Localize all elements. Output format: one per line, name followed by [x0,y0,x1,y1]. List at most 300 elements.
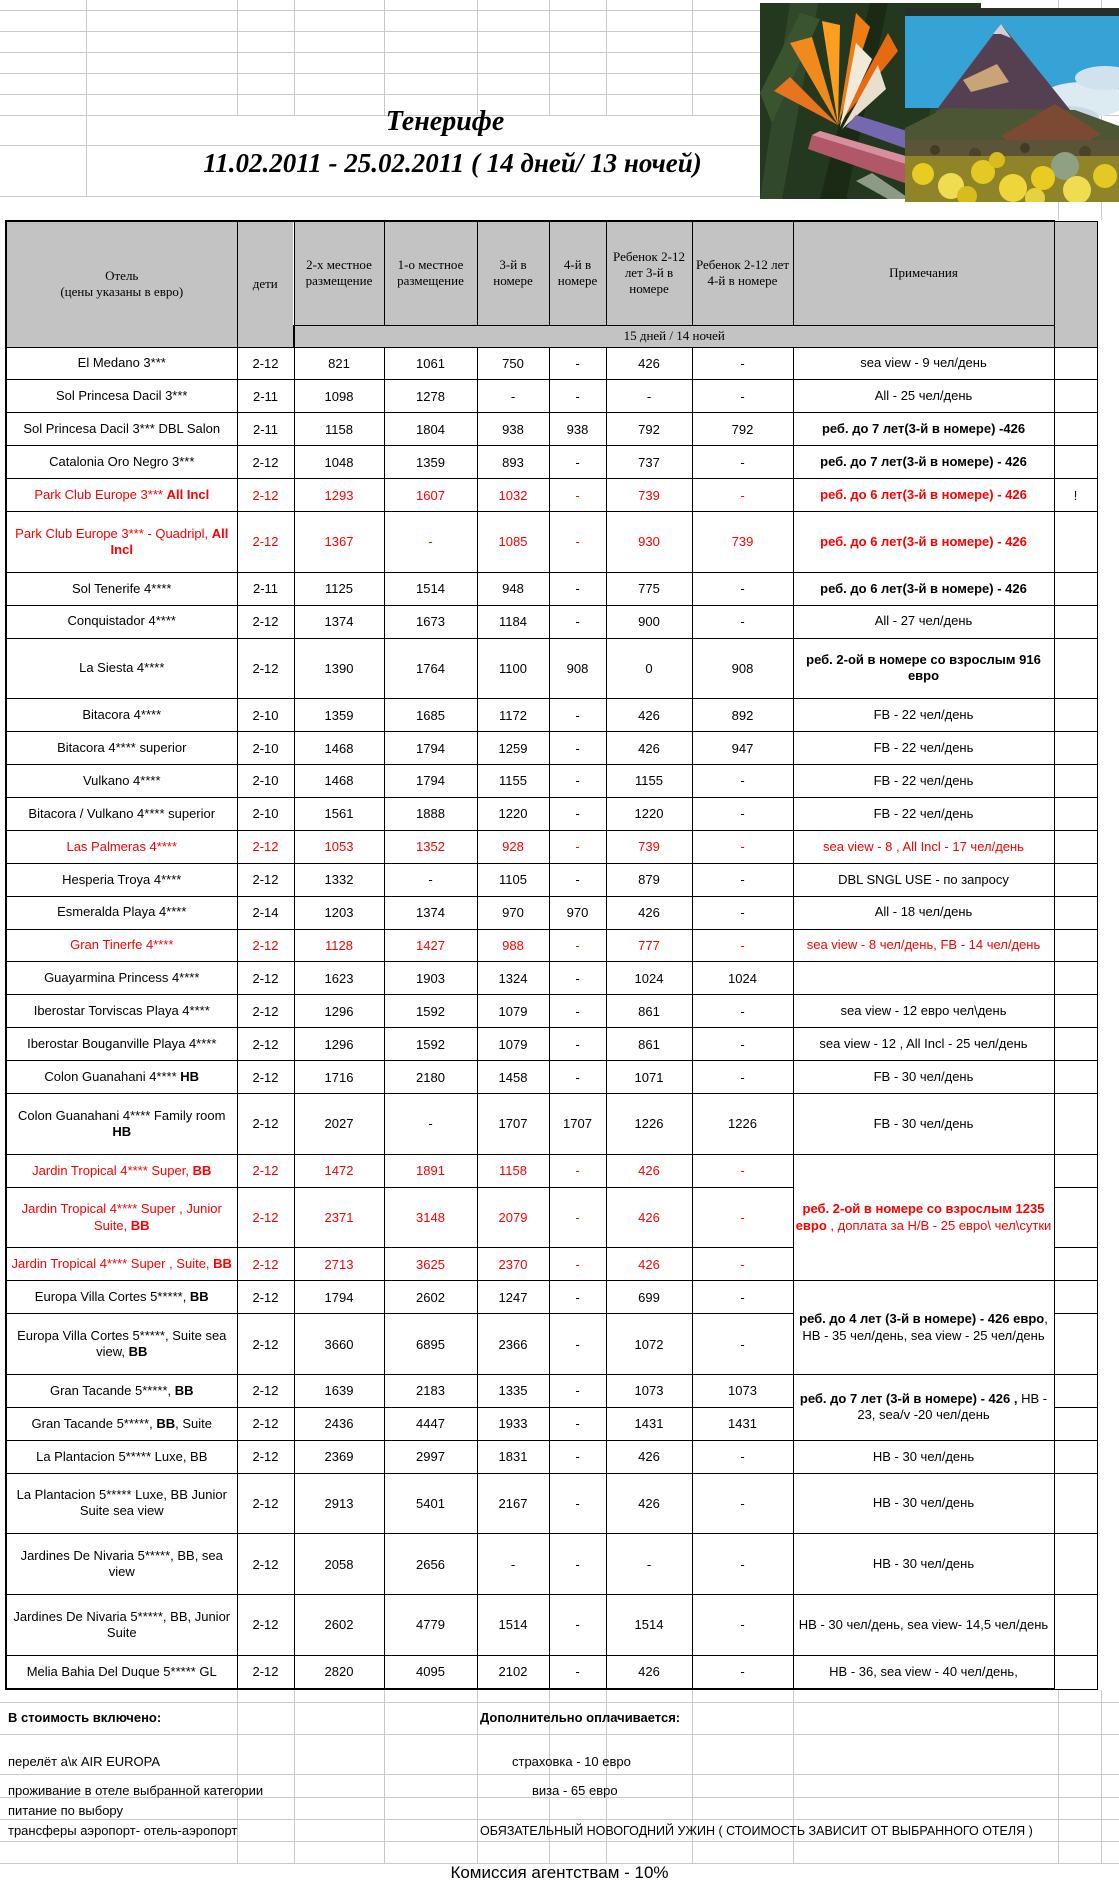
col-header-third: 3-й в номере [477,221,549,325]
children-age-cell: 2-12 [237,1154,294,1187]
price-cell: 1794 [384,732,477,765]
price-cell: 900 [606,605,692,638]
price-cell: 1561 [294,797,384,830]
paid-title: Дополнительно оплачивается: [480,1710,681,1725]
price-cell: 938 [549,413,606,446]
price-cell: 1335 [477,1374,549,1407]
price-cell: - [692,1281,793,1314]
price-cell: 3148 [384,1187,477,1248]
price-cell: 426 [606,1248,692,1281]
price-cell: 1831 [477,1440,549,1473]
col-header-fourth: 4-й в номере [549,221,606,325]
price-cell: - [549,1534,606,1595]
price-cell: - [549,1187,606,1248]
price-cell: - [692,929,793,962]
price-cell: 1079 [477,1028,549,1061]
price-cell: 1296 [294,1028,384,1061]
price-cell: 1071 [606,1061,692,1094]
margin-cell [1054,1594,1097,1655]
children-age-cell: 2-12 [237,1061,294,1094]
price-cell: 988 [477,929,549,962]
margin-cell [1054,732,1097,765]
hotel-row [6,1154,1097,1187]
price-table [5,220,1098,1690]
price-cell: - [549,1028,606,1061]
children-age-cell: 2-10 [237,765,294,798]
note-cell: HB - 30 чел/день [793,1440,1054,1473]
margin-cell [1054,830,1097,863]
hotel-row [6,765,1097,798]
hotel-name-cell: La Plantacion 5***** Luxe, BB [6,1440,237,1473]
price-cell: - [477,380,549,413]
note-cell: DBL SNGL USE - по запросу [793,863,1054,896]
hotel-row [6,380,1097,413]
hotel-row [6,1061,1097,1094]
price-cell: 1293 [294,479,384,512]
price-cell: - [692,380,793,413]
price-cell: - [549,732,606,765]
price-cell: 1623 [294,962,384,995]
hotel-row [6,995,1097,1028]
price-cell: 4095 [384,1655,477,1689]
price-cell: 1374 [384,896,477,929]
price-cell: 426 [606,1154,692,1187]
price-cell: 1514 [606,1594,692,1655]
price-cell: 3625 [384,1248,477,1281]
price-cell: 1032 [477,479,549,512]
margin-cell [1054,863,1097,896]
price-cell: 1607 [384,479,477,512]
price-cell: - [549,830,606,863]
children-age-cell: 2-11 [237,572,294,605]
price-cell: - [549,797,606,830]
price-cell: - [692,1655,793,1689]
hotel-row [6,1374,1097,1407]
price-cell: 2656 [384,1534,477,1595]
duration-sub-header: 15 дней / 14 ночей [294,325,1054,347]
mountain-photo [905,8,1119,202]
margin-cell [1054,1655,1097,1689]
hotel-name-cell: Sol Princesa Dacil 3*** [6,380,237,413]
price-cell: - [692,765,793,798]
price-cell: - [692,605,793,638]
price-cell: 1158 [294,413,384,446]
price-cell: - [692,1440,793,1473]
price-table-body [6,347,1097,1689]
price-cell: 1390 [294,638,384,699]
note-cell: реб. до 4 лет (3-й в номере) - 426 евро, HB - 35 чел/день, sea view - 25 чел/день [793,1281,1054,1375]
children-age-cell: 2-12 [237,830,294,863]
hotel-row [6,732,1097,765]
margin-column [1054,221,1097,347]
children-age-cell: 2-12 [237,479,294,512]
price-cell: 2102 [477,1655,549,1689]
note-cell: реб. до 6 лет(3-й в номере) - 426 [793,479,1054,512]
price-cell: - [692,479,793,512]
hotel-name-cell: Jardin Tropical 4**** Super , Junior Suite, BB [6,1187,237,1248]
hotel-row [6,1094,1097,1155]
price-cell: 1685 [384,699,477,732]
note-cell: реб. 2-ой в номере со взрослым 1235 евро , доплата за Н/В - 25 евро\ чел\сутки [793,1154,1054,1281]
children-age-cell: 2-12 [237,863,294,896]
hotel-row [6,929,1097,962]
margin-cell [1054,1248,1097,1281]
hotel-row [6,797,1097,830]
hotel-name-cell: Gran Tacande 5*****, BB [6,1374,237,1407]
note-cell: sea view - 9 чел/день [793,347,1054,380]
price-cell: 2371 [294,1187,384,1248]
price-cell: 1332 [294,863,384,896]
price-cell: - [549,347,606,380]
hotel-name-cell: Las Palmeras 4**** [6,830,237,863]
hotel-name-cell: Conquistador 4**** [6,605,237,638]
margin-cell [1054,605,1097,638]
price-cell: 2713 [294,1248,384,1281]
price-cell: 1804 [384,413,477,446]
price-cell: 426 [606,699,692,732]
price-cell: 1072 [606,1314,692,1375]
margin-cell [1054,512,1097,573]
margin-cell [1054,1374,1097,1407]
price-cell: 1226 [692,1094,793,1155]
hotel-row [6,572,1097,605]
price-cell: 1061 [384,347,477,380]
note-cell: FB - 22 чел/день [793,699,1054,732]
price-cell: 1105 [477,863,549,896]
price-cell: 861 [606,995,692,1028]
hotel-row [6,1473,1097,1534]
price-cell: 893 [477,446,549,479]
price-cell: 879 [606,863,692,896]
children-age-cell: 2-12 [237,995,294,1028]
price-cell: 2058 [294,1534,384,1595]
price-cell: 2027 [294,1094,384,1155]
children-age-cell: 2-12 [237,1281,294,1314]
price-cell: 2079 [477,1187,549,1248]
price-cell: 2366 [477,1314,549,1375]
margin-cell [1054,1281,1097,1314]
price-cell: 1324 [477,962,549,995]
margin-cell: ! [1054,479,1097,512]
price-cell: - [692,1061,793,1094]
note-cell: FB - 30 чел/день [793,1094,1054,1155]
price-cell: 1707 [477,1094,549,1155]
price-cell: - [549,699,606,732]
price-cell: 1247 [477,1281,549,1314]
margin-cell [1054,1028,1097,1061]
price-cell: 1458 [477,1061,549,1094]
price-cell: - [549,1248,606,1281]
hotel-row [6,1440,1097,1473]
price-cell: 1172 [477,699,549,732]
margin-cell [1054,1061,1097,1094]
margin-cell [1054,1440,1097,1473]
children-age-cell: 2-12 [237,605,294,638]
children-age-cell: 2-12 [237,347,294,380]
price-cell: 1367 [294,512,384,573]
price-cell: 2180 [384,1061,477,1094]
price-cell: 792 [692,413,793,446]
price-cell: 938 [477,413,549,446]
price-cell: 1220 [606,797,692,830]
col-header-hotel: Отель (цены указаны в евро) [6,221,237,347]
price-cell: 426 [606,1473,692,1534]
price-cell: 2183 [384,1374,477,1407]
price-cell: 1888 [384,797,477,830]
hotel-row [6,1594,1097,1655]
hotel-row [6,1655,1097,1689]
margin-cell [1054,1187,1097,1248]
hotel-name-cell: La Siesta 4**** [6,638,237,699]
price-cell: - [692,347,793,380]
note-cell: реб. до 7 лет(3-й в номере) -426 [793,413,1054,446]
hotel-name-cell: Europa Villa Cortes 5*****, Suite sea view, BB [6,1314,237,1375]
note-cell: FB - 22 чел/день [793,732,1054,765]
hotel-name-cell: Sol Princesa Dacil 3*** DBL Salon [6,413,237,446]
children-age-cell: 2-12 [237,1473,294,1534]
price-cell: 1259 [477,732,549,765]
price-cell: 1716 [294,1061,384,1094]
hotel-row [6,413,1097,446]
price-cell: - [549,479,606,512]
children-age-cell: 2-12 [237,1314,294,1375]
price-cell: - [692,1314,793,1375]
note-cell: HB - 30 чел/день [793,1473,1054,1534]
hotel-name-cell: Bitacora / Vulkano 4**** superior [6,797,237,830]
price-cell: 1592 [384,1028,477,1061]
hotel-name-cell: Vulkano 4**** [6,765,237,798]
price-cell: 1764 [384,638,477,699]
hotel-name-cell: Park Club Europe 3*** All Incl [6,479,237,512]
margin-cell [1054,962,1097,995]
included-item-hotel: проживание в отеле выбранной категории [8,1783,264,1798]
hotel-name-cell: El Medano 3*** [6,347,237,380]
children-age-cell: 2-12 [237,1594,294,1655]
children-age-cell: 2-11 [237,413,294,446]
margin-cell [1054,896,1097,929]
price-cell: 2997 [384,1440,477,1473]
price-cell: 1296 [294,995,384,1028]
hotel-row [6,962,1097,995]
price-cell: 3660 [294,1314,384,1375]
paid-item-visa: виза - 65 евро [532,1783,618,1798]
price-cell: - [692,572,793,605]
note-cell: sea view - 12 евро чел\день [793,995,1054,1028]
price-cell: 1359 [294,699,384,732]
col-header-single: 1-о местное размещение [384,221,477,325]
hotel-name-cell: Jardin Tropical 4**** Super , Suite, BB [6,1248,237,1281]
price-cell: 1903 [384,962,477,995]
note-cell: FB - 30 чел/день [793,1061,1054,1094]
hotel-row [6,1534,1097,1595]
note-cell: sea view - 8 , All Incl - 17 чел/день [793,830,1054,863]
children-age-cell: 2-12 [237,446,294,479]
dates-title: 11.02.2011 - 25.02.2011 ( 14 дней/ 13 ночей) [203,148,702,178]
price-cell: - [692,995,793,1028]
price-cell: - [692,1594,793,1655]
footer [0,1690,1119,1889]
price-cell: 426 [606,1655,692,1689]
price-cell: 1226 [606,1094,692,1155]
price-cell: 1278 [384,380,477,413]
price-cell: - [549,863,606,896]
header-row [6,221,1097,325]
included-item-transfers: трансферы аэропорт- отель-аэропорт [8,1823,238,1838]
margin-cell [1054,413,1097,446]
children-age-cell: 2-12 [237,638,294,699]
price-cell: - [692,1187,793,1248]
margin-cell [1054,797,1097,830]
price-cell: - [549,1440,606,1473]
price-cell: 0 [606,638,692,699]
hotel-name-cell: Park Club Europe 3*** - Quadripl, All Incl [6,512,237,573]
price-cell: 1024 [606,962,692,995]
price-cell: 2167 [477,1473,549,1534]
price-cell: 699 [606,1281,692,1314]
note-cell: FB - 22 чел/день [793,797,1054,830]
price-cell: 928 [477,830,549,863]
hotel-name-cell: Iberostar Torviscas Playa 4**** [6,995,237,1028]
margin-cell [1054,1154,1097,1187]
price-cell: - [549,1154,606,1187]
price-cell: 1155 [477,765,549,798]
price-cell: 1048 [294,446,384,479]
price-cell: 1024 [692,962,793,995]
margin-cell [1054,347,1097,380]
hotel-row [6,347,1097,380]
price-cell: - [692,446,793,479]
hotel-row [6,1281,1097,1314]
price-cell: 2602 [384,1281,477,1314]
price-cell: - [549,1061,606,1094]
hotel-name-cell: La Plantacion 5***** Luxe, BB Junior Suite sea view [6,1473,237,1534]
price-cell: 1673 [384,605,477,638]
price-cell: 1707 [549,1094,606,1155]
price-cell: - [692,1154,793,1187]
col-header-children: дети [237,221,294,347]
hotel-name-cell: Colon Guanahani 4**** HB [6,1061,237,1094]
children-age-cell: 2-10 [237,732,294,765]
hotel-name-cell: Guayarmina Princess 4**** [6,962,237,995]
price-cell: 1431 [692,1407,793,1440]
note-cell: HB - 30 чел/день, sea view- 14,5 чел/день [793,1594,1054,1655]
children-age-cell: 2-11 [237,380,294,413]
price-cell: 739 [606,830,692,863]
price-cell: - [384,863,477,896]
price-cell: - [692,896,793,929]
price-cell: - [606,380,692,413]
children-age-cell: 2-12 [237,1094,294,1155]
price-cell: - [549,1314,606,1375]
margin-cell [1054,929,1097,962]
price-cell: - [549,1655,606,1689]
note-cell: All - 25 чел/день [793,380,1054,413]
price-cell: 930 [606,512,692,573]
children-age-cell: 2-12 [237,1534,294,1595]
note-cell: All - 27 чел/день [793,605,1054,638]
note-cell: HB - 36, sea view - 40 чел/день, [793,1655,1054,1689]
price-cell: 737 [606,446,692,479]
margin-cell [1054,380,1097,413]
price-cell: 739 [692,512,793,573]
note-cell: All - 18 чел/день [793,896,1054,929]
price-cell: 4779 [384,1594,477,1655]
hotel-row [6,830,1097,863]
children-age-cell: 2-12 [237,1655,294,1689]
price-cell: - [384,512,477,573]
children-age-cell: 2-12 [237,1407,294,1440]
hotel-name-cell: Colon Guanahani 4**** Family room HB [6,1094,237,1155]
hotel-name-cell: Sol Tenerife 4**** [6,572,237,605]
price-cell: 1794 [294,1281,384,1314]
note-cell: реб. до 7 лет (3-й в номере) - 426 , HB - 23, sea/v -20 чел/день [793,1374,1054,1440]
price-cell: 426 [606,347,692,380]
margin-cell [1054,638,1097,699]
hotel-row [6,512,1097,573]
hotel-name-cell: Gran Tacande 5*****, BB, Suite [6,1407,237,1440]
price-cell: 1427 [384,929,477,962]
children-age-cell: 2-12 [237,1440,294,1473]
price-cell: - [549,512,606,573]
hotel-row [6,1028,1097,1061]
col-header-child-3rd: Ребенок 2-12 лет 3-й в номере [606,221,692,325]
hotel-name-cell: Bitacora 4**** [6,699,237,732]
price-cell: - [549,929,606,962]
price-cell: - [692,1028,793,1061]
hotel-name-cell: Gran Tinerfe 4**** [6,929,237,962]
price-cell: 2820 [294,1655,384,1689]
note-cell: sea view - 8 чел/день, FB - 14 чел/день [793,929,1054,962]
price-cell: - [606,1534,692,1595]
price-cell: - [384,1094,477,1155]
note-cell: HB - 30 чел/день [793,1534,1054,1595]
col-header-double: 2-х местное размещение [294,221,384,325]
price-cell: 426 [606,896,692,929]
price-cell: 1468 [294,765,384,798]
price-cell: 1794 [384,765,477,798]
price-cell: 6895 [384,1314,477,1375]
price-cell: - [549,765,606,798]
price-cell: - [477,1534,549,1595]
price-cell: - [692,1534,793,1595]
children-age-cell: 2-12 [237,962,294,995]
price-cell: 1352 [384,830,477,863]
price-cell: 5401 [384,1473,477,1534]
price-cell: 1514 [384,572,477,605]
price-cell: 1220 [477,797,549,830]
children-age-cell: 2-12 [237,1374,294,1407]
price-cell: 970 [549,896,606,929]
price-cell: 750 [477,347,549,380]
price-cell: 1468 [294,732,384,765]
price-cell: 1431 [606,1407,692,1440]
price-cell: 892 [692,699,793,732]
price-cell: - [692,830,793,863]
price-cell: 426 [606,732,692,765]
margin-cell [1054,1473,1097,1534]
col-header-notes: Примечания [793,221,1054,325]
price-cell: - [692,1248,793,1281]
price-cell: 1203 [294,896,384,929]
price-cell: - [549,605,606,638]
hotel-row [6,896,1097,929]
price-cell: - [549,572,606,605]
price-cell: - [549,962,606,995]
note-cell: FB - 22 чел/день [793,765,1054,798]
destination-title: Тенерифе [385,106,505,137]
hotel-name-cell: Melia Bahia Del Duque 5***** GL [6,1655,237,1689]
note-cell: реб. до 7 лет(3-й в номере) - 426 [793,446,1054,479]
